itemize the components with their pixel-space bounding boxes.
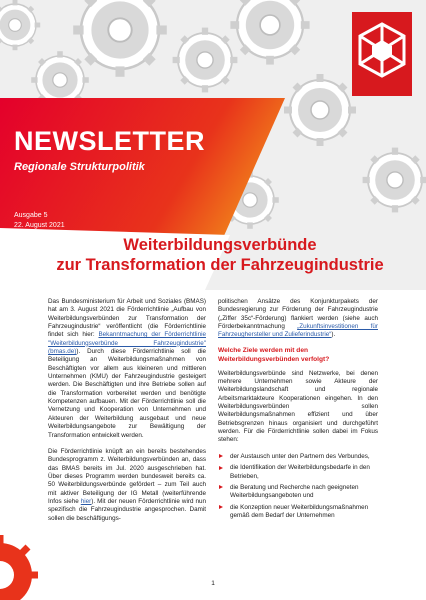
article-title-line-1: Weiterbildungsverbünde <box>123 236 317 254</box>
page-number: 1 <box>211 580 215 587</box>
paragraph-1-text-cont: ). Durch diese Förderrichtlinie soll die Beteiligung an Weiterbildungsmaßnahmen von Beschäftigten vor allem aus kleineren und mittleren Unternehmen (KMU) der Fahrzeugindustrie gesteigert werden. Die Beschäftigten und ihre Betriebe sollen auf die Transformation vorbereitet werden und benötigte Kompetenzen aufbauen. Mit der Förderrichtlinie soll die Vernetzung und Kooperation von Unternehmen und Akteuren der Weiterbildung ausgebaut und neue Weiterbildungsangebote zur Bewältigung der Transformation entwickelt werden. <box>48 348 206 439</box>
corner-gear-icon <box>0 520 40 600</box>
paragraph-2-text: Die Förderrichtlinie knüpft an ein bereits bestehendes Bundesprogramm z. Weiterbildungsverbünden an, dass das BMAS bereits im Jul. 2020 ausgeschrieben hat. Über dieses Programm werden bundesweit bereits ca. 50 Weiterbildungsverbünde gefördert – zum Teil auch mit aktiver Beteiligung der IG Metall (weiterführende Infos siehe <box>48 447 206 505</box>
article-title <box>40 235 400 275</box>
list-item: die Identifikation der Weiterbildungsbedarfe in den Betrieben, <box>218 464 378 481</box>
list-item: der Austausch unter den Partnern des Verbundes, <box>218 453 378 461</box>
article-title-line-2: zur Transformation der Fahrzeugindustrie <box>56 256 384 274</box>
list-item: die Beratung und Recherche nach geeigneten Weiterbildungsangeboten und <box>218 484 378 501</box>
goals-list <box>218 453 378 520</box>
paragraph-3 <box>218 298 378 340</box>
section-heading: Welche Ziele werden mit den Weiterbildungsverbünden verfolgt? <box>218 346 330 363</box>
newsletter-subtitle: Regionale Strukturpolitik <box>14 161 145 173</box>
more-info-link[interactable]: hier <box>80 497 92 505</box>
left-column <box>48 298 206 531</box>
paragraph-2-text-cont: ). Mit der neuen Förderrichtlinie wird nun spezifisch die Fahrzeugindustrie angesprochen. Damit sollen die beschäftigungs- <box>48 497 206 522</box>
paragraph-2 <box>48 448 206 523</box>
funding-announcement-link[interactable]: „Zukunftsinvestitionen für Fahrzeughersteller und Zulieferindustrie“ <box>218 323 378 339</box>
guideline-link[interactable]: Bekanntmachung der Förderrichtlinie "Weiterbildungsverbünde Fahrzeugindustrie" (bmas.de) <box>48 331 206 356</box>
right-column <box>218 298 378 523</box>
newsletter-title: NEWSLETTER <box>14 126 205 156</box>
paragraph-1-text: Das Bundesministerium für Arbeit und Soziales (BMAS) hat am 3. August 2021 die Förderrichtlinie „Aufbau von Weiterbildungsverbünden zur Transformation der Fahrzeugindustrie“ veröffentlicht (die Förderrichtlinie findet sich hier: <box>48 298 206 339</box>
paragraph-3-text: politischen Ansätze des Konjunkturpakets der Bundesregierung zur Förderung der Fahrzeugindustrie („Ziffer 35c“-Förderung) flankiert werden (siehe auch Förderbekanntmachung <box>218 298 378 331</box>
list-item: die Konzeption neuer Weiterbildungsmaßnahmen gemäß dem Bedarf der Unternehmen <box>218 504 378 521</box>
ig-metall-logo-icon <box>352 12 412 96</box>
issue-date: 22. August 2021 <box>14 222 65 229</box>
paragraph-3-text-cont: ). <box>331 331 336 339</box>
paragraph-4: Weiterbildungsverbünde sind Netzwerke, bei denen mehrere Unternehmen sowie Akteure der Weiterbildungslandschaft und regionale Arbeitsmarktakteure Kooperationen eingehen. In den Weiterbildungsverbünden sollen Weiterbildungsmaßnahmen effizient und über Betriebsgrenzen hinaus organisiert und durchgeführt werden. Für die Förderrichtlinie sollen dabei im Fokus stehen: <box>218 369 378 444</box>
issue-number: Ausgabe 5 <box>14 212 48 219</box>
paragraph-1 <box>48 298 206 440</box>
ig-metall-logo <box>352 12 412 96</box>
